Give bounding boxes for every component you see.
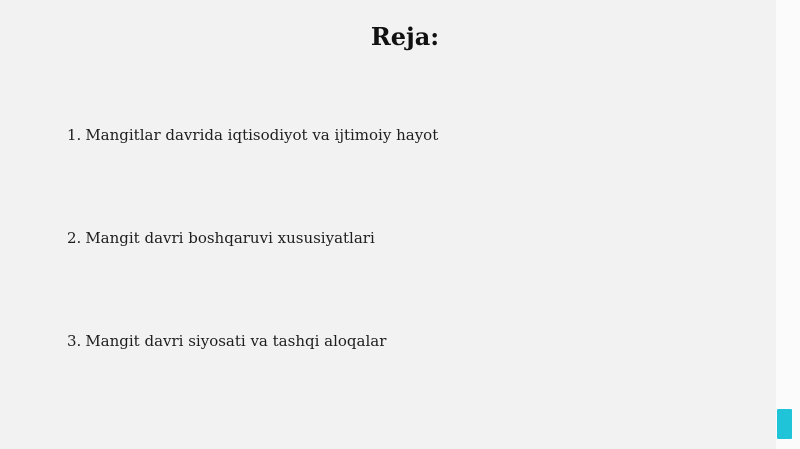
scrollbar-thumb[interactable] bbox=[777, 409, 792, 439]
plan-item-text: Mangit davri boshqaruvi xususiyatlari bbox=[85, 229, 375, 247]
plan-item-1 bbox=[67, 125, 438, 145]
scrollbar-track[interactable] bbox=[776, 0, 800, 449]
plan-item-text: Mangitlar davrida iqtisodiyot va ijtimoiy hayot bbox=[85, 126, 439, 144]
plan-item-3 bbox=[67, 331, 386, 351]
plan-item-number: 2. bbox=[67, 229, 82, 247]
plan-item-number: 1. bbox=[67, 126, 82, 144]
slide-title: Reja: bbox=[370, 22, 440, 51]
plan-item-number: 3. bbox=[67, 332, 82, 350]
plan-item-text: Mangit davri siyosati va tashqi aloqalar bbox=[85, 332, 387, 350]
plan-item-2 bbox=[67, 228, 375, 248]
